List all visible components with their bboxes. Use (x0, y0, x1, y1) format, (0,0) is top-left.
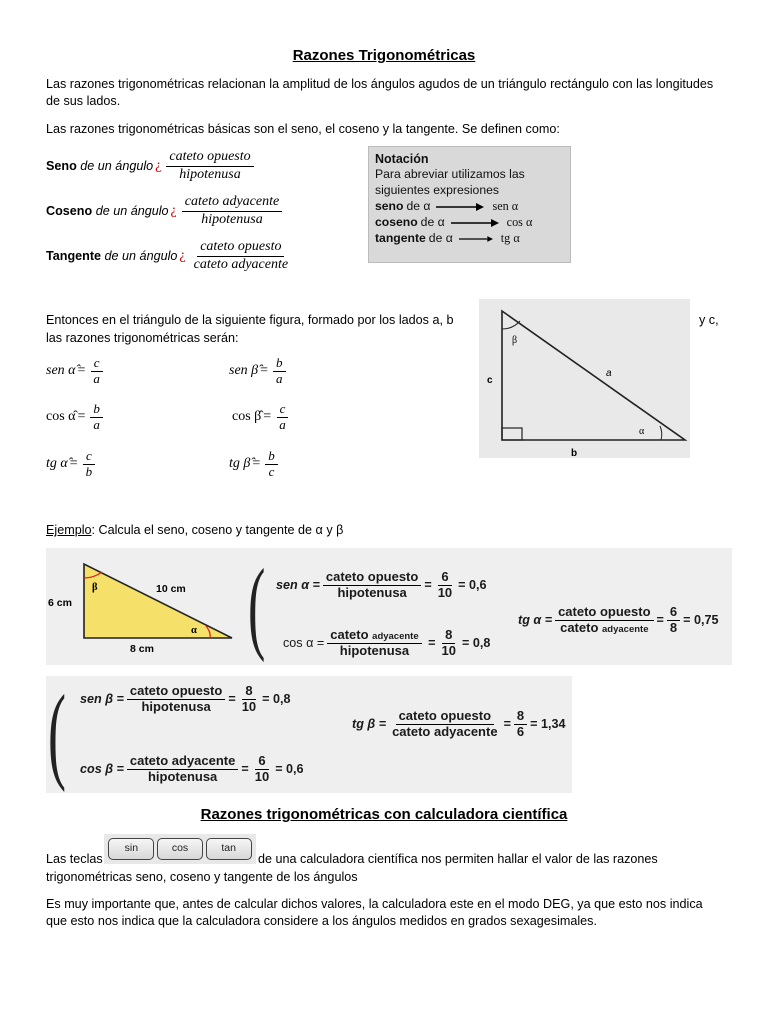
side-a-label: a (606, 368, 612, 379)
definition-seno (46, 146, 257, 186)
notation-de: de α (420, 214, 445, 229)
example-heading (46, 522, 343, 539)
formula-num: cateto opuesto (396, 709, 494, 725)
formula-den: hipotenusa (337, 584, 407, 600)
definition-fraction (182, 194, 282, 227)
section2-title: Razones trigonométricas con calculadora científica (200, 806, 568, 823)
formula-fden: 10 (254, 768, 270, 784)
formula-cos-alpha: cos α = $\frac{\text{cateto adyacente}}{\text{hipotenusa}}$ = $\frac{8}{10}$ = 0,8 (283, 627, 491, 658)
ratio-numerator: b (90, 402, 103, 418)
ratio-numerator: c (83, 449, 95, 465)
definition-name: Tangente (46, 248, 102, 263)
formula-fden: 10 (441, 642, 456, 658)
sin-key: sin (108, 838, 154, 860)
notation-row (375, 215, 564, 231)
formula-result: = 0,8 (461, 636, 491, 651)
definition-name: Coseno (46, 203, 93, 218)
notation-row (375, 199, 564, 215)
example-beta-panel (46, 676, 572, 793)
definition-coseno (46, 191, 285, 231)
arrow-right-icon (459, 234, 493, 244)
fraction-denominator: hipotenusa (179, 166, 241, 182)
formula-num: cateto opuesto (127, 684, 225, 700)
triangle-text-yc: y c, (699, 313, 719, 327)
formula-fden: 6 (516, 723, 525, 739)
cos-key: cos (157, 838, 203, 860)
angle-beta-label: β (92, 582, 98, 593)
angle-alpha-label: α (639, 426, 645, 437)
formula-fnum: 8 (442, 628, 455, 644)
angle-alpha-label: α (191, 625, 197, 636)
definition-fraction (191, 239, 291, 272)
formula-num: cateto adyacente (127, 754, 239, 770)
closing-paragraph: Es muy importante que, antes de calcular dichos valores, la calculadora este en el modo DEG, ya que esto nos indica que esto nos indica que la calculadora considere a los ángulos medidos en grados sexagesimales. (46, 897, 703, 928)
formula-fden: 10 (241, 698, 257, 714)
triangle-figure (479, 299, 690, 458)
formula-sen-alpha: sen α = $\frac{\text{cateto opuesto}}{\text{hipotenusa}}$ = $\frac{6}{10}$ = 0,6 (276, 569, 487, 600)
left-brace: ( (248, 548, 266, 663)
arrow-right-icon (451, 218, 499, 228)
formula-den-small: adyacente (602, 623, 649, 635)
arrow-right-icon (436, 202, 484, 212)
formula-fn: tg β = (352, 717, 387, 732)
definition-mark: ¿ (155, 157, 162, 173)
angle-beta-label: β (512, 335, 518, 346)
fraction-numerator: cateto opuesto (166, 149, 253, 166)
ratio-numerator: b (265, 449, 278, 465)
side-b-label: b (571, 448, 578, 458)
fraction-denominator: cateto adyacente (193, 256, 289, 272)
notation-title: Notación (375, 152, 429, 166)
formula-fnum: 6 (255, 754, 268, 770)
formula-result: = 0,75 (683, 613, 719, 628)
ratio-function: tg β̂ (229, 456, 251, 472)
tan-key: tan (206, 838, 252, 860)
formula-fden: 8 (669, 619, 678, 635)
fraction-denominator: hipotenusa (201, 211, 263, 227)
definition-mark: ¿ (170, 202, 177, 218)
ratio-numerator: c (277, 402, 289, 418)
side-left-label: 6 cm (48, 597, 72, 609)
ratio-sen-alpha: sen α̂ = $\frac{c}{a}$ (46, 356, 106, 387)
ratio-denominator: a (93, 416, 100, 432)
definition-mark: ¿ (179, 247, 186, 263)
formula-fn: tg α = (518, 613, 553, 628)
definition-text: de un ángulo (104, 248, 178, 263)
ratio-denominator: a (279, 416, 286, 432)
side-bottom-label: 8 cm (130, 643, 154, 655)
example-triangle-diagram (46, 548, 276, 665)
ratio-numerator: c (91, 356, 103, 372)
ratio-cos-alpha: cos α̂ = $\frac{b}{a}$ (46, 402, 106, 433)
formula-fnum: 6 (667, 605, 680, 621)
formula-result: = 0,8 (262, 692, 291, 707)
intro-paragraph-1: Las razones trigonométricas relacionan la amplitud de los ángulos agudos de un triángulo rectángulo con las longitudes de sus lados. (46, 77, 714, 108)
definition-name: Seno (46, 158, 77, 173)
ratio-denominator: a (93, 370, 100, 386)
ratio-denominator: c (268, 463, 275, 479)
ratio-denominator: a (276, 370, 283, 386)
formula-den: cateto adyacente (392, 723, 498, 739)
ratio-denominator: b (85, 463, 93, 479)
definition-text: de un ángulo (95, 203, 169, 218)
formula-den: cateto (560, 619, 599, 635)
formula-fn: sen α = (276, 578, 320, 593)
example-alpha-panel (46, 548, 732, 665)
formula-cos-beta: cos β = $\frac{\text{cateto adyacente}}{\text{hipotenusa}}$ = $\frac{6}{10}$ = 0,6 (80, 753, 304, 784)
formula-result: = 0,6 (458, 578, 487, 593)
ratio-function: sen β̂ (229, 363, 259, 379)
ratio-cos-beta: cos β̂ = $\frac{c}{a}$ (232, 402, 292, 433)
formula-fn: cos β = (80, 762, 124, 777)
notation-result: tg α (500, 230, 520, 245)
ratio-numerator: b (273, 356, 286, 372)
left-brace: ( (48, 674, 66, 793)
notation-box (368, 146, 571, 263)
notation-result: sen α (492, 198, 519, 213)
fraction-numerator: cateto opuesto (197, 239, 284, 256)
side-hyp-label: 10 cm (156, 583, 186, 595)
ratio-function: cos β̂ (232, 409, 262, 425)
formula-tg-beta: tg β = $\frac{\text{cateto opuesto}}{\text{cateto adyacente}}$ = $\frac{8}{6}$ = 1,34 (352, 708, 566, 739)
formula-den: hipotenusa (339, 642, 410, 658)
keys-text-line2: trigonométricas seno, coseno y tangente de los ángulos (46, 870, 358, 884)
notation-term: coseno (375, 214, 418, 229)
notation-result: cos α (506, 214, 533, 229)
formula-fnum: 8 (514, 709, 527, 725)
side-c-label: c (487, 375, 493, 386)
notation-text: Para abreviar utilizamos las siguientes expresiones (375, 167, 525, 198)
ratio-function: cos α̂ (46, 409, 76, 425)
triangle-text-line1: Entonces en el triángulo de la siguiente figura, formado por los lados a, b (46, 313, 454, 327)
ratio-function: tg α̂ (46, 456, 68, 472)
ratio-function: sen α̂ (46, 363, 76, 379)
definition-text: de un ángulo (80, 158, 154, 173)
formula-den: hipotenusa (147, 768, 218, 784)
formula-fnum: 8 (242, 684, 255, 700)
definition-fraction (166, 149, 253, 182)
example-text: : Calcula el seno, coseno y tangente de α y β (91, 523, 344, 537)
formula-fn: sen β = (80, 692, 124, 707)
notation-de: de α (406, 198, 431, 213)
keys-text-after: de una calculadora científica nos permiten hallar el valor de las razones (258, 852, 658, 866)
ratio-tg-beta: tg β̂ = $\frac{b}{c}$ (229, 449, 281, 480)
formula-result: = 1,34 (530, 717, 566, 732)
formula-fn: cos α = (283, 636, 325, 651)
formula-num: cateto opuesto (323, 570, 421, 586)
notation-de: de α (428, 230, 453, 245)
formula-result: = 0,6 (275, 762, 304, 777)
notation-row (375, 231, 564, 247)
formula-fden: 10 (437, 584, 453, 600)
formula-num: cateto (330, 627, 369, 642)
formula-num: cateto opuesto (555, 605, 653, 621)
notation-term: seno (375, 198, 404, 213)
ratio-tg-alpha: tg α̂ = $\frac{c}{b}$ (46, 449, 98, 480)
intro-paragraph-2: Las razones trigonométricas básicas son el seno, el coseno y la tangente. Se definen como: (46, 122, 560, 136)
formula-tg-alpha: tg α = $\frac{\text{cateto opuesto}}{\text{cateto adyacente}}$ = $\frac{6}{8}$ = 0,75 (518, 604, 719, 635)
example-label: Ejemplo (46, 523, 92, 537)
formula-num-small: adyacente (372, 631, 419, 642)
fraction-numerator: cateto adyacente (182, 194, 282, 211)
triangle-text-line2: las razones trigonométricas serán: (46, 331, 239, 345)
formula-den: hipotenusa (141, 698, 211, 714)
definition-tangente (46, 236, 294, 276)
triangle-diagram (479, 299, 690, 458)
formula-fnum: 6 (438, 570, 451, 586)
page-title: Razones Trigonométricas (292, 47, 476, 64)
calculator-keys-image (104, 834, 256, 864)
notation-term: tangente (375, 230, 426, 245)
formula-sen-beta: sen β = $\frac{\text{cateto opuesto}}{\text{hipotenusa}}$ = $\frac{8}{10}$ = 0,8 (80, 683, 291, 714)
ratio-sen-beta: sen β̂ = $\frac{b}{a}$ (229, 356, 289, 387)
keys-text-before: Las teclas (46, 852, 103, 866)
